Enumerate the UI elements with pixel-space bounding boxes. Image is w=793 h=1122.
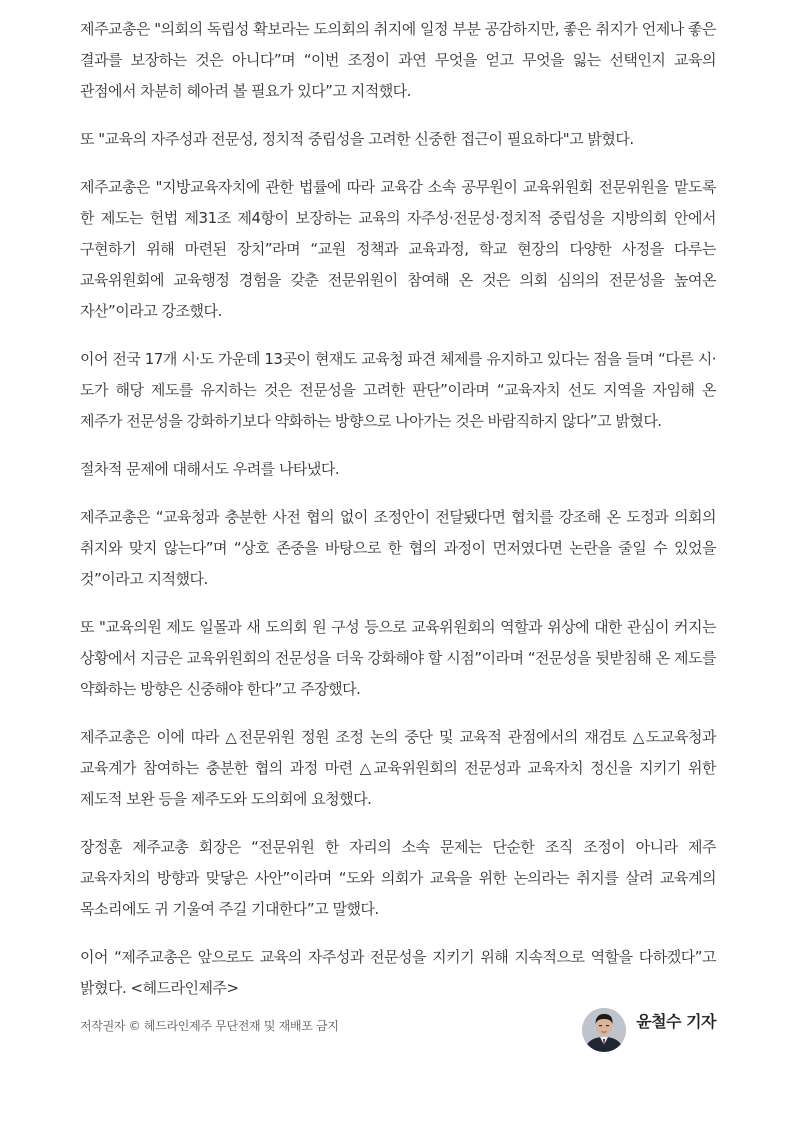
article-paragraph-1: 제주교총은 "의회의 독립성 확보라는 도의회의 취지에 일정 부분 공감하지만, 좋은 취지가 언제나 좋은 결과를 보장하는 것은 아니다”며 “이번 조정이 과연 무엇을 얻고 무엇을 잃는 선택인지 교육의 관점에서 차분히 헤아려 볼 필요가 있다”고 지적했다. — [80, 20, 716, 100]
article-paragraph-5: 절차적 문제에 대해서도 우려를 나타냈다. — [80, 460, 340, 478]
reporter-byline[interactable] — [582, 1008, 716, 1052]
article-paragraph-8: 제주교총은 이에 따라 △전문위원 정원 조정 논의 중단 및 교육적 관점에서의 재검토 △도교육청과 교육계가 참여하는 충분한 협의 과정 마련 △교육위원회의 전문성과 교육자치 정신을 지키기 위한 제도적 보완 등을 제주도와 도의회에 요청했다. — [80, 728, 716, 808]
reporter-portrait-icon — [582, 1008, 626, 1052]
reporter-name[interactable]: 윤철수 기자 — [636, 1011, 716, 1031]
article-paragraph-6: 제주교총은 “교육청과 충분한 사전 협의 없이 조정안이 전달됐다면 협치를 강조해 온 도정과 의회의 취지와 맞지 않는다”며 “상호 존중을 바탕으로 한 협의 과정이 먼저였다면 논란을 줄일 수 있었을 것”이라고 지적했다. — [80, 508, 716, 588]
article-body — [80, 14, 716, 1035]
article-paragraph-3: 제주교총은 "지방교육자치에 관한 법률에 따라 교육감 소속 공무원이 교육위원회 전문위원을 맡도록 한 제도는 헌법 제31조 제4항이 보장하는 교육의 자주성·전문성·정치적 중립성을 지방의회 안에서 구현하기 위해 마련된 장치”라며 “교원 정책과 교육과정, 학교 현장의 다양한 사정을 다루는 교육위원회에 교육행정 경험을 갖춘 전문위원이 참여해 온 것은 의회 심의의 전문성을 높여온 자산”이라고 강조했다. — [80, 178, 716, 320]
article-paragraph-9: 장정훈 제주교총 회장은 “전문위원 한 자리의 소속 문제는 단순한 조직 조정이 아니라 제주 교육자치의 방향과 맞닿은 사안”이라며 “도와 의회가 교육을 위한 논의라는 취지를 살려 교육계의 목소리에도 귀 기울여 주길 기대한다”고 말했다. — [80, 838, 716, 918]
article-paragraph-10: 이어 “제주교총은 앞으로도 교육의 자주성과 전문성을 지키기 위해 지속적으로 역할을 다하겠다”고 밝혔다. <헤드라인제주> — [80, 948, 716, 997]
article-paragraph-2: 또 "교육의 자주성과 전문성, 정치적 중립성을 고려한 신중한 접근이 필요하다"고 밝혔다. — [80, 130, 634, 148]
reporter-avatar[interactable] — [582, 1008, 626, 1052]
article-paragraph-7: 또 "교육의원 제도 일몰과 새 도의회 원 구성 등으로 교육위원회의 역할과 위상에 대한 관심이 커지는 상황에서 지금은 교육위원회의 전문성을 더욱 강화해야 할 시점”이라며 “전문성을 뒷받침해 온 제도를 약화하는 방향은 신중해야 한다”고 주장했다. — [80, 618, 716, 698]
copyright-notice: 저작권자 © 헤드라인제주 무단전재 및 재배포 금지 — [80, 1019, 339, 1033]
article-paragraph-4: 이어 전국 17개 시·도 가운데 13곳이 현재도 교육청 파견 체제를 유지하고 있다는 점을 들며 “다른 시·도가 해당 제도를 유지하는 것은 전문성을 고려한 판단”이라며 “교육자치 선도 지역을 자임해 온 제주가 전문성을 강화하기보다 약화하는 방향으로 나아가는 것은 바람직하지 않다”고 밝혔다. — [80, 350, 716, 430]
